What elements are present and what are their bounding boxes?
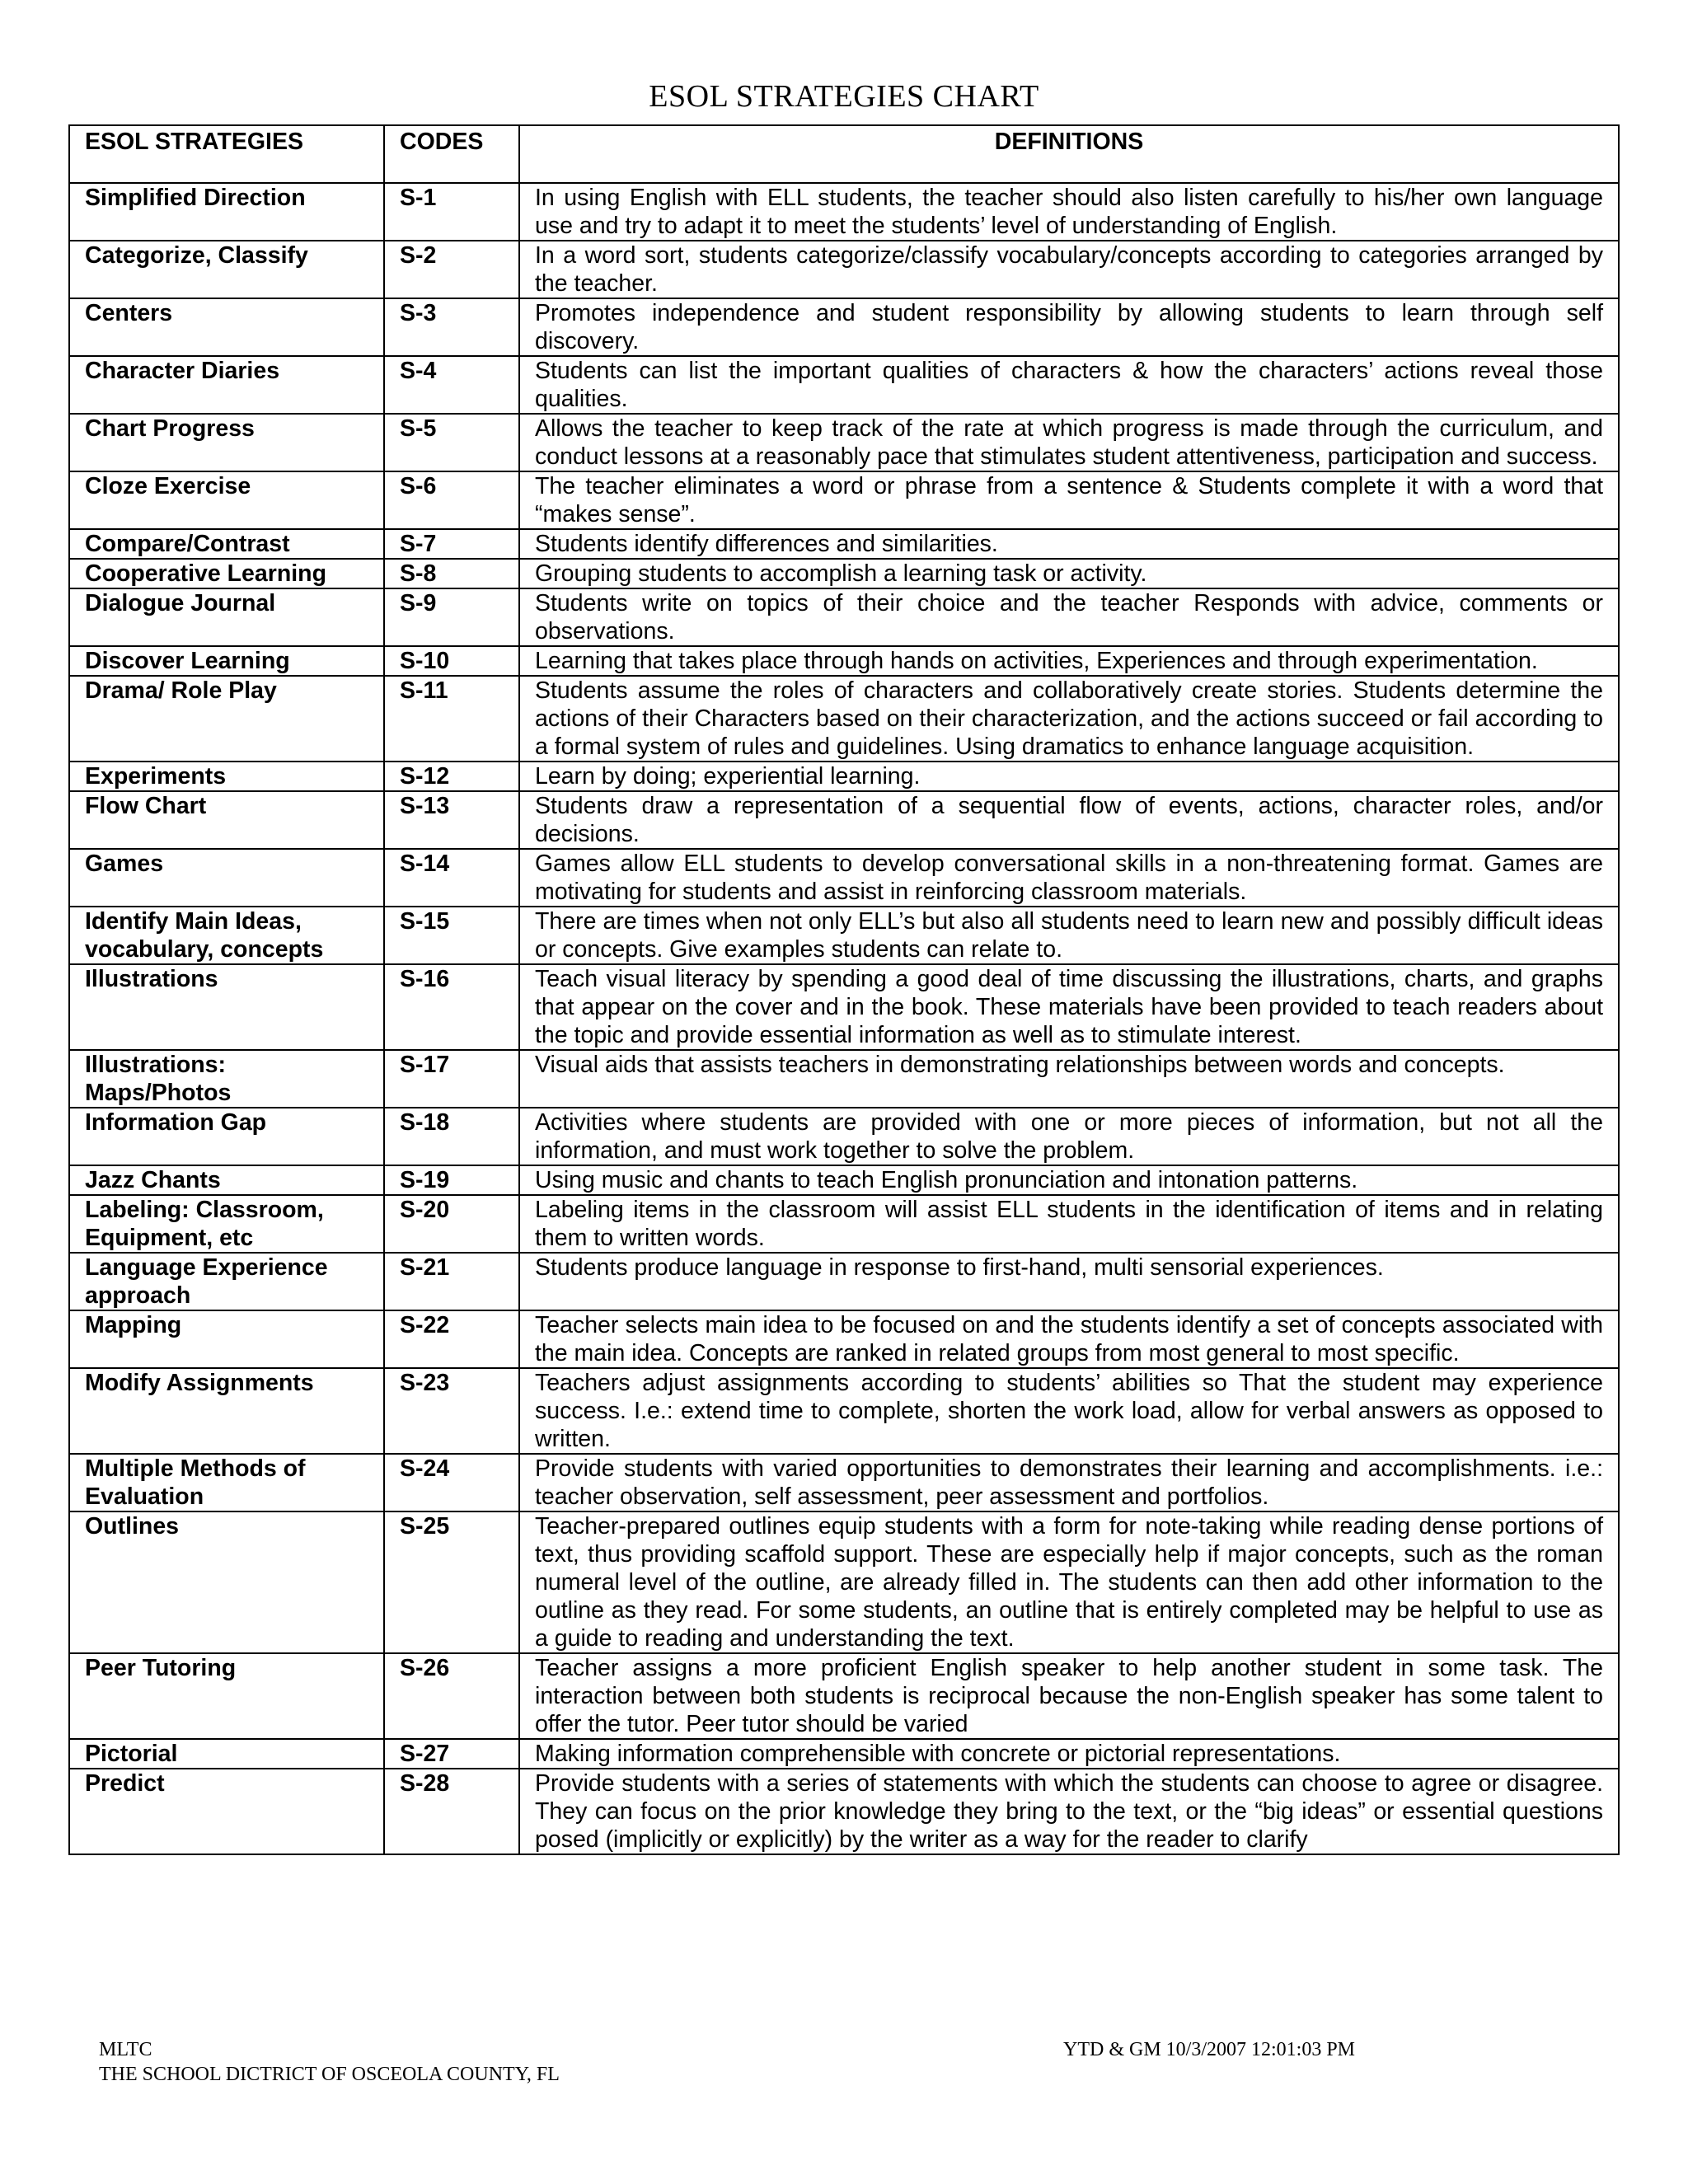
table-row bbox=[69, 1454, 1619, 1511]
code-cell: S-19 bbox=[384, 1165, 519, 1195]
strategy-cell: Drama/ Role Play bbox=[69, 676, 384, 762]
code-cell: S-12 bbox=[384, 762, 519, 791]
table-row bbox=[69, 529, 1619, 559]
table-header-row bbox=[69, 125, 1619, 183]
definition-cell: Grouping students to accomplish a learning task or activity. bbox=[519, 559, 1619, 588]
strategy-cell: Multiple Methods of Evaluation bbox=[69, 1454, 384, 1511]
page-title: ESOL STRATEGIES CHART bbox=[649, 79, 1039, 114]
code-cell: S-21 bbox=[384, 1253, 519, 1310]
strategy-cell: Information Gap bbox=[69, 1108, 384, 1165]
table-row bbox=[69, 471, 1619, 529]
strategy-cell: Illustrations bbox=[69, 964, 384, 1050]
definition-cell: Using music and chants to teach English pronunciation and intonation patterns. bbox=[519, 1165, 1619, 1195]
definition-cell: Learning that takes place through hands on activities, Experiences and through experimentation. bbox=[519, 646, 1619, 676]
strategy-cell: Identify Main Ideas, vocabulary, concepts bbox=[69, 907, 384, 964]
strategy-cell: Peer Tutoring bbox=[69, 1653, 384, 1739]
code-cell: S-26 bbox=[384, 1653, 519, 1739]
code-cell: S-3 bbox=[384, 298, 519, 356]
code-cell: S-8 bbox=[384, 559, 519, 588]
code-cell: S-9 bbox=[384, 588, 519, 646]
table-row bbox=[69, 1368, 1619, 1454]
definition-cell: Students can list the important qualities of characters & how the characters’ actions reveal those qualities. bbox=[519, 356, 1619, 414]
table-row bbox=[69, 1310, 1619, 1368]
code-cell: S-4 bbox=[384, 356, 519, 414]
strategy-cell: Simplified Direction bbox=[69, 183, 384, 241]
definition-cell: Teachers adjust assignments according to students’ abilities so That the student may experience success. I.e.: extend time to complete, shorten the work load, allow for verbal answers as opposed to written. bbox=[519, 1368, 1619, 1454]
table-row bbox=[69, 1108, 1619, 1165]
table-row bbox=[69, 241, 1619, 298]
code-cell: S-13 bbox=[384, 791, 519, 849]
code-cell: S-5 bbox=[384, 414, 519, 471]
code-cell: S-10 bbox=[384, 646, 519, 676]
table-row bbox=[69, 298, 1619, 356]
strategy-cell: Pictorial bbox=[69, 1739, 384, 1769]
code-cell: S-25 bbox=[384, 1511, 519, 1653]
footer-district: THE SCHOOL DICTRICT OF OSCEOLA COUNTY, FL bbox=[99, 2064, 560, 2085]
definition-cell: Activities where students are provided with one or more pieces of information, but not all the information, and must work together to solve the problem. bbox=[519, 1108, 1619, 1165]
definition-cell: Students identify differences and similarities. bbox=[519, 529, 1619, 559]
strategy-cell: Outlines bbox=[69, 1511, 384, 1653]
code-cell: S-27 bbox=[384, 1739, 519, 1769]
code-cell: S-28 bbox=[384, 1769, 519, 1854]
table-row bbox=[69, 646, 1619, 676]
strategy-cell: Experiments bbox=[69, 762, 384, 791]
code-cell: S-1 bbox=[384, 183, 519, 241]
code-cell: S-17 bbox=[384, 1050, 519, 1108]
code-cell: S-24 bbox=[384, 1454, 519, 1511]
code-cell: S-20 bbox=[384, 1195, 519, 1253]
definition-cell: In a word sort, students categorize/classify vocabulary/concepts according to categories arranged by the teacher. bbox=[519, 241, 1619, 298]
definition-cell: Visual aids that assists teachers in demonstrating relationships between words and concepts. bbox=[519, 1050, 1619, 1108]
table-row bbox=[69, 414, 1619, 471]
strategy-cell: Games bbox=[69, 849, 384, 907]
strategy-cell: Labeling: Classroom, Equipment, etc bbox=[69, 1195, 384, 1253]
definition-cell: Students draw a representation of a sequential flow of events, actions, character roles, and/or decisions. bbox=[519, 791, 1619, 849]
strategy-cell: Predict bbox=[69, 1769, 384, 1854]
table-row bbox=[69, 1653, 1619, 1739]
code-cell: S-2 bbox=[384, 241, 519, 298]
table-row bbox=[69, 1769, 1619, 1854]
code-cell: S-15 bbox=[384, 907, 519, 964]
strategy-cell: Compare/Contrast bbox=[69, 529, 384, 559]
strategy-cell: Jazz Chants bbox=[69, 1165, 384, 1195]
strategy-cell: Chart Progress bbox=[69, 414, 384, 471]
definition-cell: Provide students with a series of statements with which the students can choose to agree or disagree. They can focus on the prior knowledge they bring to the text, or the “big ideas” or essential questions posed (implicitly or explicitly) by the writer as a way for the reader to clarify bbox=[519, 1769, 1619, 1854]
code-cell: S-22 bbox=[384, 1310, 519, 1368]
definition-cell: Teacher selects main idea to be focused on and the students identify a set of concepts associated with the main idea. Concepts are ranked in related groups from most general to most specific. bbox=[519, 1310, 1619, 1368]
strategy-cell: Categorize, Classify bbox=[69, 241, 384, 298]
definition-cell: The teacher eliminates a word or phrase from a sentence & Students complete it with a word that “makes sense”. bbox=[519, 471, 1619, 529]
table-row bbox=[69, 964, 1619, 1050]
table-row bbox=[69, 1195, 1619, 1253]
table-row bbox=[69, 762, 1619, 791]
strategy-cell: Language Experience approach bbox=[69, 1253, 384, 1310]
table-row bbox=[69, 356, 1619, 414]
header-strategies: ESOL STRATEGIES bbox=[69, 125, 384, 183]
code-cell: S-6 bbox=[384, 471, 519, 529]
code-cell: S-7 bbox=[384, 529, 519, 559]
strategy-cell: Character Diaries bbox=[69, 356, 384, 414]
strategy-cell: Cloze Exercise bbox=[69, 471, 384, 529]
strategy-cell: Discover Learning bbox=[69, 646, 384, 676]
code-cell: S-14 bbox=[384, 849, 519, 907]
table-row bbox=[69, 676, 1619, 762]
definition-cell: Allows the teacher to keep track of the rate at which progress is made through the curriculum, and conduct lessons at a reasonably pace that stimulates student attentiveness, participation and success. bbox=[519, 414, 1619, 471]
table-row bbox=[69, 588, 1619, 646]
header-codes: CODES bbox=[384, 125, 519, 183]
table-row bbox=[69, 849, 1619, 907]
strategy-cell: Dialogue Journal bbox=[69, 588, 384, 646]
footer-stamp: YTD & GM 10/3/2007 12:01:03 PM bbox=[1063, 2039, 1356, 2060]
table-row bbox=[69, 183, 1619, 241]
table-row bbox=[69, 1511, 1619, 1653]
definition-cell: Learn by doing; experiential learning. bbox=[519, 762, 1619, 791]
strategy-cell: Modify Assignments bbox=[69, 1368, 384, 1454]
strategy-cell: Centers bbox=[69, 298, 384, 356]
table-row bbox=[69, 1165, 1619, 1195]
strategy-cell: Illustrations: Maps/Photos bbox=[69, 1050, 384, 1108]
definition-cell: Teacher assigns a more proficient English speaker to help another student in some task. The interaction between both students is reciprocal because the non-English speaker has some talent to offer the tutor. Peer tutor should be varied bbox=[519, 1653, 1619, 1739]
footer-org: MLTC bbox=[99, 2039, 152, 2060]
definition-cell: In using English with ELL students, the teacher should also listen carefully to his/her own language use and try to adapt it to meet the students’ level of understanding of English. bbox=[519, 183, 1619, 241]
strategy-cell: Mapping bbox=[69, 1310, 384, 1368]
footer-left bbox=[99, 2037, 560, 2087]
strategy-cell: Flow Chart bbox=[69, 791, 384, 849]
definition-cell: There are times when not only ELL’s but also all students need to learn new and possibly difficult ideas or concepts. Give examples students can relate to. bbox=[519, 907, 1619, 964]
definition-cell: Students produce language in response to first-hand, multi sensorial experiences. bbox=[519, 1253, 1619, 1310]
table-row bbox=[69, 559, 1619, 588]
table-row bbox=[69, 1050, 1619, 1108]
code-cell: S-11 bbox=[384, 676, 519, 762]
definition-cell: Promotes independence and student responsibility by allowing students to learn through self discovery. bbox=[519, 298, 1619, 356]
table-body bbox=[69, 183, 1619, 1854]
definition-cell: Labeling items in the classroom will assist ELL students in the identification of items and in relating them to written words. bbox=[519, 1195, 1619, 1253]
strategies-table bbox=[68, 124, 1620, 1855]
table-row bbox=[69, 907, 1619, 964]
definition-cell: Students assume the roles of characters and collaboratively create stories. Students determine the actions of their Characters based on their characterization, and the actions succeed or fail according to a formal system of rules and guidelines. Using dramatics to enhance language acquisition. bbox=[519, 676, 1619, 762]
header-definitions: DEFINITIONS bbox=[519, 125, 1619, 183]
definition-cell: Making information comprehensible with concrete or pictorial representations. bbox=[519, 1739, 1619, 1769]
table-row bbox=[69, 791, 1619, 849]
code-cell: S-18 bbox=[384, 1108, 519, 1165]
definition-cell: Games allow ELL students to develop conversational skills in a non-threatening format. Games are motivating for students and assist in reinforcing classroom materials. bbox=[519, 849, 1619, 907]
strategy-cell: Cooperative Learning bbox=[69, 559, 384, 588]
definition-cell: Provide students with varied opportunities to demonstrates their learning and accomplishments. i.e.: teacher observation, self assessment, peer assessment and portfolios. bbox=[519, 1454, 1619, 1511]
definition-cell: Students write on topics of their choice and the teacher Responds with advice, comments or observations. bbox=[519, 588, 1619, 646]
code-cell: S-23 bbox=[384, 1368, 519, 1454]
definition-cell: Teach visual literacy by spending a good deal of time discussing the illustrations, charts, and graphs that appear on the cover and in the book. These materials have been provided to teach readers about the topic and provide essential information as well as to stimulate interest. bbox=[519, 964, 1619, 1050]
definition-cell: Teacher-prepared outlines equip students with a form for note-taking while reading dense portions of text, thus providing scaffold support. These are especially help if major concepts, such as the roman numeral level of the outline, are already filled in. The students can then add other information to the outline as they read. For some students, an outline that is entirely completed may be helpful to use as a guide to reading and understanding the text. bbox=[519, 1511, 1619, 1653]
code-cell: S-16 bbox=[384, 964, 519, 1050]
table-row bbox=[69, 1253, 1619, 1310]
table-row bbox=[69, 1739, 1619, 1769]
